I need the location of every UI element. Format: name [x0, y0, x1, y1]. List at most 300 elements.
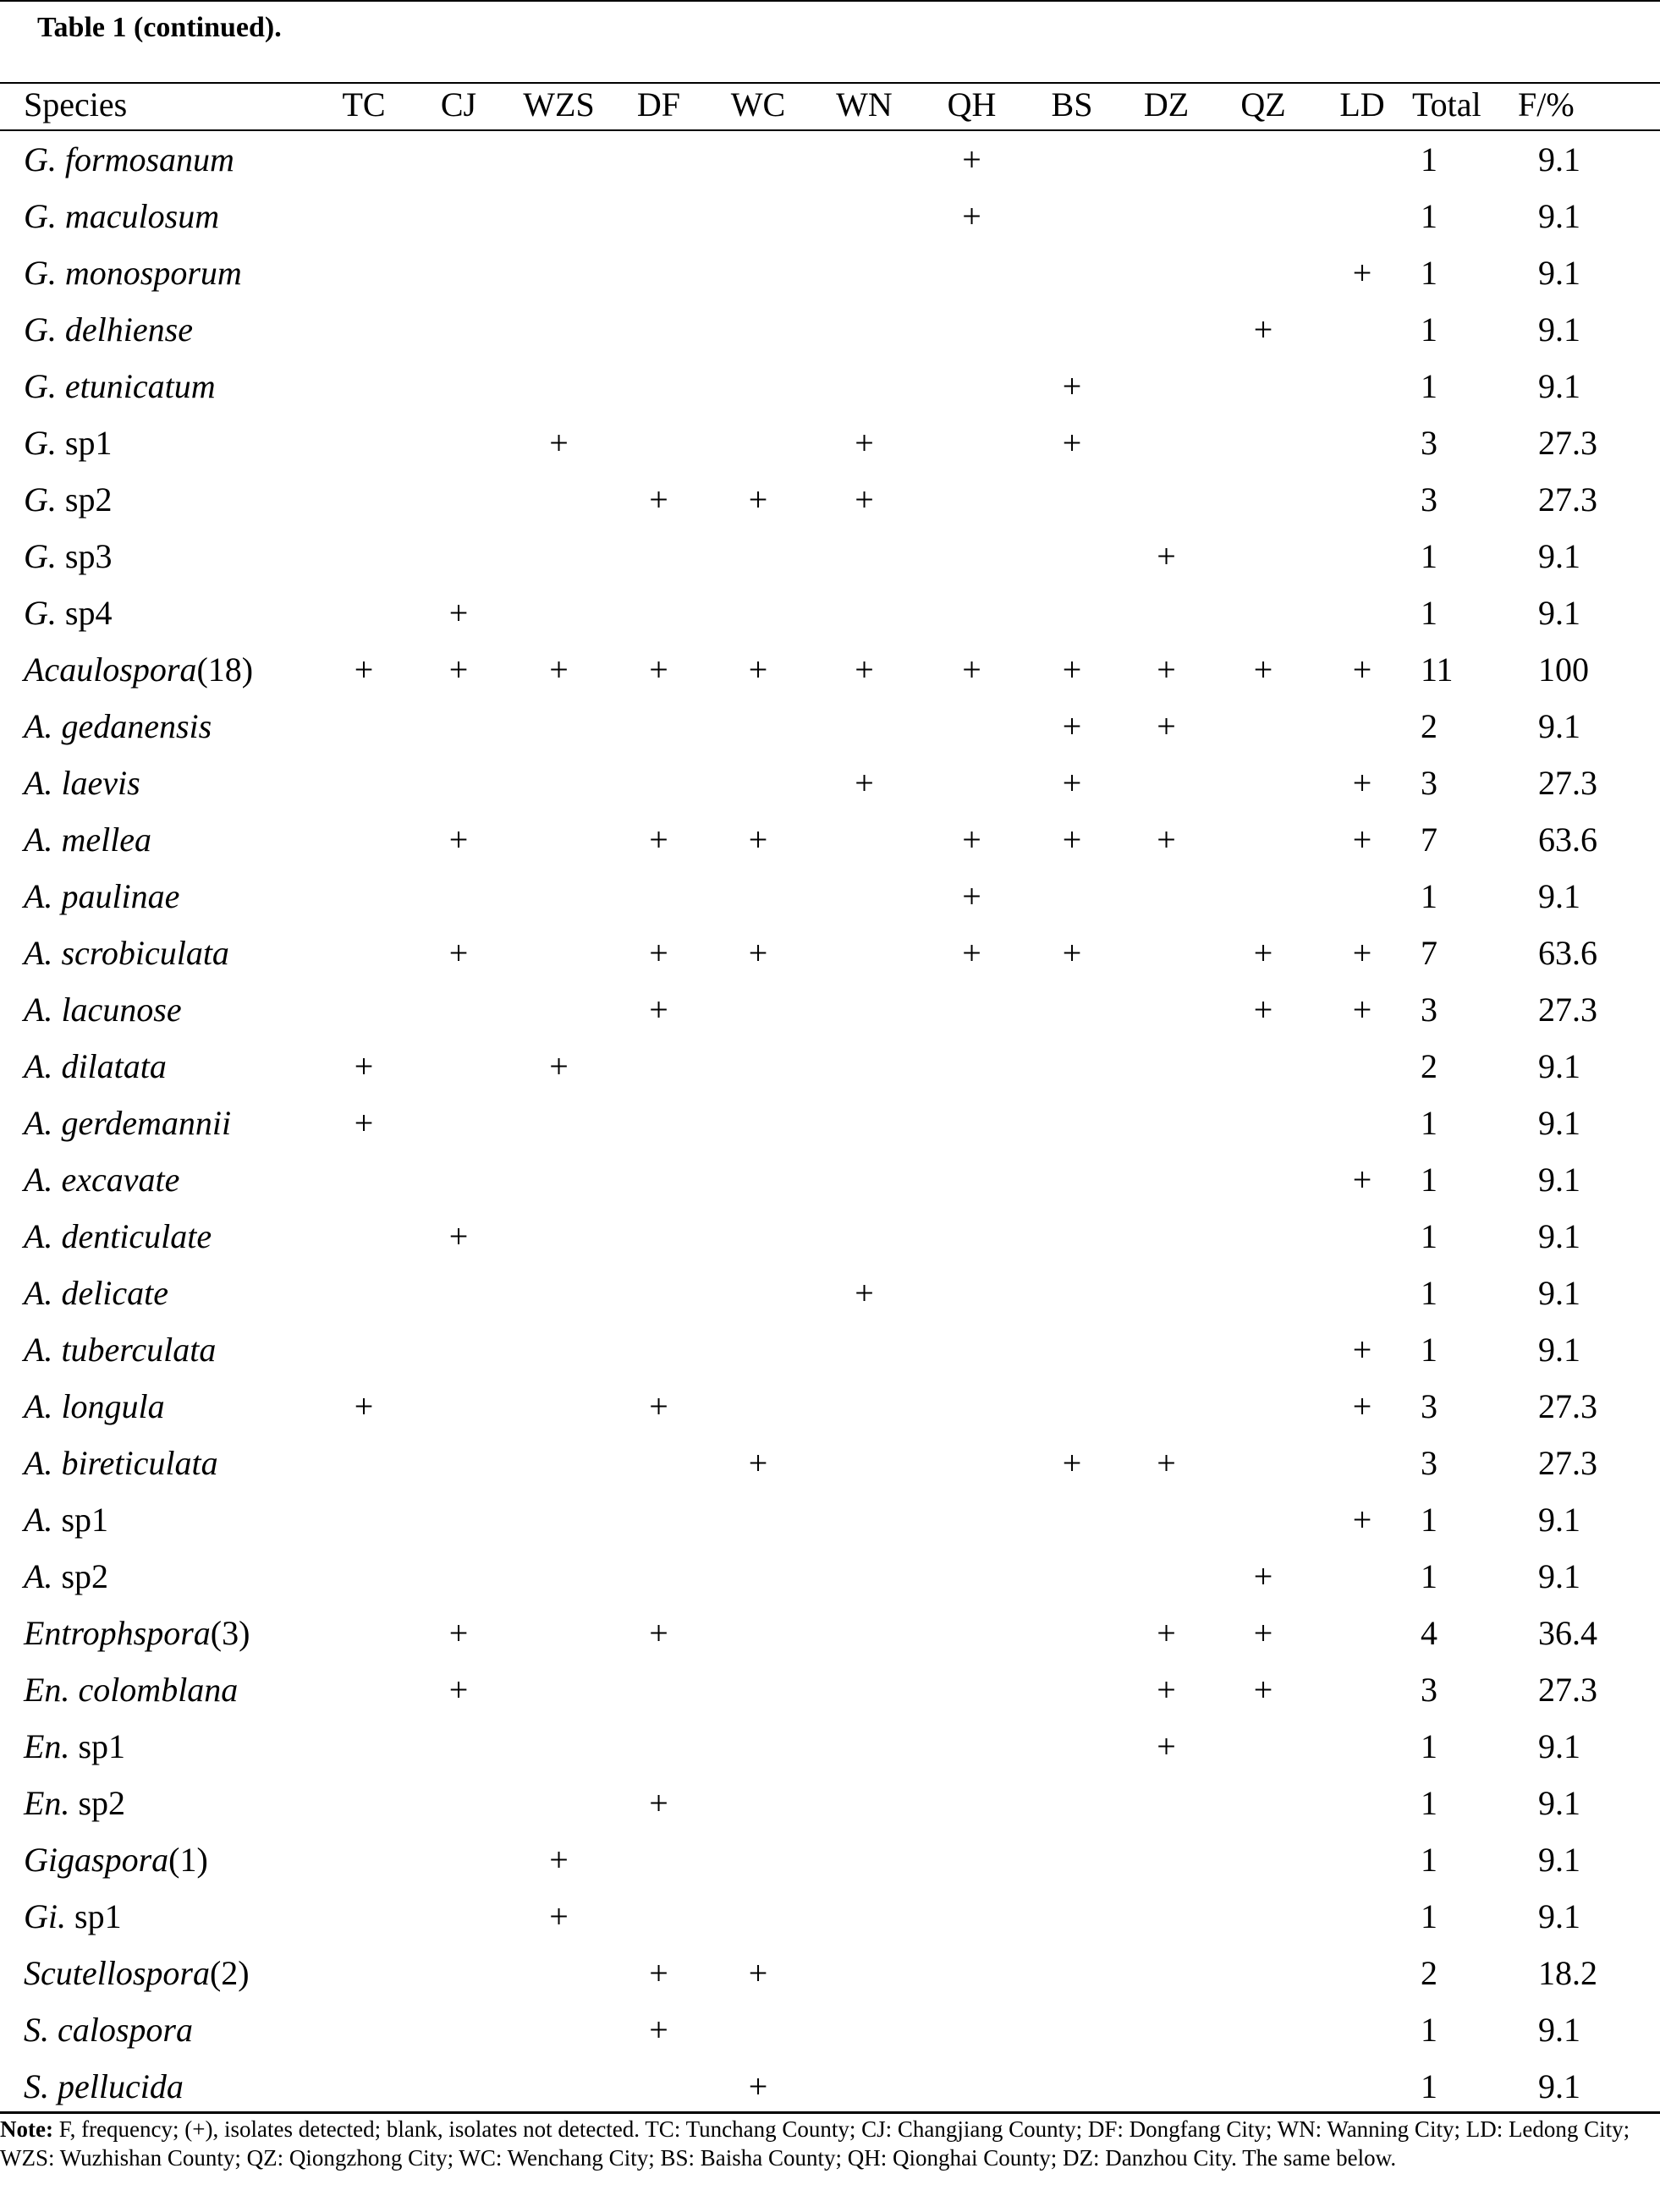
genus-name: A.: [24, 1217, 53, 1255]
presence-cell: +: [649, 1614, 668, 1652]
presence-cell: [411, 981, 506, 1038]
frequency-cell: 9.1: [1538, 1897, 1580, 1935]
presence-cell: [506, 981, 612, 1038]
column-header: QH: [947, 85, 997, 123]
presence-cell: [706, 1491, 811, 1548]
presence-cell: [706, 868, 811, 925]
species-epithet: bireticulata: [52, 1444, 218, 1482]
presence-cell: +: [1157, 821, 1176, 859]
presence-cell: [1025, 1491, 1119, 1548]
presence-cell: [811, 1605, 918, 1661]
presence-cell: +: [649, 1387, 668, 1425]
species-row: [0, 981, 1660, 1038]
frequency-cell: 9.1: [1538, 197, 1580, 235]
genus-name: A.: [24, 764, 53, 802]
presence-cell: [1312, 1831, 1412, 1888]
presence-cell: [811, 301, 918, 358]
species-name-cell: [0, 301, 316, 358]
presence-cell: +: [448, 594, 469, 632]
presence-cell: [411, 1775, 506, 1831]
presence-cell: +: [1253, 1557, 1273, 1595]
frequency-cell: 9.1: [1538, 367, 1580, 405]
note-label: Note:: [0, 2116, 53, 2142]
species-epithet: sp1: [56, 424, 113, 462]
total-cell: 4: [1421, 1614, 1437, 1652]
species-name-cell: [0, 130, 316, 188]
genus-row: [0, 1605, 1660, 1661]
species-name-cell: [0, 1095, 316, 1151]
presence-cell: [1119, 868, 1214, 925]
presence-cell: [1119, 1321, 1214, 1378]
presence-cell: [1119, 755, 1214, 811]
genus-row: [0, 641, 1660, 698]
presence-cell: [1214, 698, 1312, 755]
presence-cell: [1214, 1265, 1312, 1321]
presence-cell: [1312, 1208, 1412, 1265]
presence-cell: [1214, 130, 1312, 188]
presence-cell: [1214, 1718, 1312, 1775]
species-name-cell: [0, 1038, 316, 1095]
presence-cell: [411, 1435, 506, 1491]
presence-cell: [411, 1831, 506, 1888]
presence-cell: [506, 188, 612, 244]
frequency-cell: 9.1: [1538, 1047, 1580, 1085]
species-row: [0, 585, 1660, 641]
presence-cell: [811, 868, 918, 925]
presence-cell: [316, 414, 411, 471]
genus-name: A.: [24, 1331, 53, 1369]
presence-cell: +: [649, 1784, 668, 1822]
presence-cell: [1025, 981, 1119, 1038]
presence-cell: [506, 244, 612, 301]
species-epithet: laevis: [52, 764, 140, 802]
total-cell: 1: [1421, 140, 1437, 178]
total-cell: 1: [1421, 197, 1437, 235]
presence-cell: [811, 925, 918, 981]
presence-cell: [316, 1435, 411, 1491]
species-name-cell: [0, 1775, 316, 1831]
presence-cell: [1214, 528, 1312, 585]
frequency-cell: 9.1: [1538, 877, 1580, 915]
presence-cell: [811, 811, 918, 868]
presence-cell: [316, 585, 411, 641]
genus-name: A.: [24, 991, 53, 1029]
presence-cell: [1214, 2001, 1312, 2058]
presence-cell: [918, 1831, 1025, 1888]
total-cell: 2: [1421, 1954, 1437, 1992]
presence-cell: [1025, 868, 1119, 925]
species-row: [0, 358, 1660, 414]
species-row: [0, 471, 1660, 528]
presence-cell: [506, 1378, 612, 1435]
presence-cell: [706, 585, 811, 641]
presence-cell: [1025, 1718, 1119, 1775]
presence-cell: [1025, 1038, 1119, 1095]
total-cell: 3: [1421, 424, 1437, 462]
presence-cell: [506, 358, 612, 414]
presence-cell: [1025, 1605, 1119, 1661]
frequency-cell: 9.1: [1538, 254, 1580, 292]
total-cell: 1: [1421, 594, 1437, 632]
presence-cell: [1312, 1038, 1412, 1095]
presence-cell: [506, 301, 612, 358]
presence-cell: [316, 1831, 411, 1888]
species-name-cell: [0, 755, 316, 811]
species-epithet: (18): [196, 650, 254, 689]
presence-cell: [1025, 130, 1119, 188]
presence-cell: +: [1253, 1671, 1273, 1709]
presence-cell: +: [1352, 991, 1372, 1029]
total-cell: 1: [1421, 1274, 1437, 1312]
frequency-cell: 9.1: [1538, 707, 1580, 745]
presence-cell: [506, 2001, 612, 2058]
total-cell: 1: [1421, 1841, 1437, 1879]
presence-cell: [411, 244, 506, 301]
genus-name: A.: [24, 1444, 53, 1482]
presence-cell: [1025, 471, 1119, 528]
presence-cell: +: [1352, 1387, 1372, 1425]
presence-cell: [612, 1038, 706, 1095]
header-rule: [0, 82, 1660, 84]
presence-cell: [411, 1491, 506, 1548]
presence-cell: +: [1062, 367, 1082, 405]
presence-cell: [316, 1605, 411, 1661]
presence-cell: [706, 188, 811, 244]
presence-cell: [706, 301, 811, 358]
presence-cell: +: [1062, 821, 1082, 859]
presence-cell: [411, 1378, 506, 1435]
presence-cell: [1312, 1775, 1412, 1831]
species-name-cell: [0, 2058, 316, 2115]
presence-cell: [706, 1718, 811, 1775]
presence-cell: [411, 1888, 506, 1945]
presence-cell: [411, 755, 506, 811]
species-name-cell: [0, 1605, 316, 1661]
presence-cell: +: [748, 650, 768, 689]
presence-cell: [811, 1095, 918, 1151]
presence-cell: +: [748, 934, 768, 972]
total-cell: 3: [1421, 480, 1437, 519]
total-cell: 7: [1421, 934, 1437, 972]
species-epithet: sp4: [56, 594, 113, 632]
species-name-cell: [0, 1378, 316, 1435]
presence-cell: [811, 130, 918, 188]
presence-cell: [506, 130, 612, 188]
genus-name: A.: [24, 934, 53, 972]
presence-cell: [411, 1548, 506, 1605]
frequency-cell: 9.1: [1538, 2067, 1580, 2105]
total-cell: 2: [1421, 1047, 1437, 1085]
genus-name: A.: [24, 1047, 53, 1085]
presence-cell: [1119, 358, 1214, 414]
column-header: QZ: [1240, 85, 1286, 123]
presence-cell: [316, 244, 411, 301]
presence-cell: +: [1352, 934, 1372, 972]
presence-cell: [506, 1605, 612, 1661]
presence-cell: [1214, 1321, 1312, 1378]
presence-cell: [1025, 1548, 1119, 1605]
presence-cell: +: [1352, 1331, 1372, 1369]
presence-cell: [1214, 188, 1312, 244]
note-text: F, frequency; (+), isolates detected; blank, isolates not detected. TC: Tunchang County; CJ: Changjiang County; DF: Dongfang City; WN: Wanning City; LD: Ledong City; WZS: Wuzhishan County; QZ: Qiongzhong City; WC: Wenchang City; BS: Baisha County; QH: Qionghai County; DZ: Danzhou City. The same below.: [0, 2116, 1630, 2171]
species-name-cell: [0, 925, 316, 981]
frequency-cell: 27.3: [1538, 1671, 1597, 1709]
presence-cell: [1312, 188, 1412, 244]
presence-cell: [706, 1265, 811, 1321]
presence-cell: [411, 471, 506, 528]
presence-cell: [706, 1151, 811, 1208]
presence-cell: [411, 1095, 506, 1151]
presence-cell: +: [1352, 254, 1372, 292]
presence-cell: [811, 1888, 918, 1945]
presence-cell: [1119, 1095, 1214, 1151]
presence-cell: [316, 868, 411, 925]
frequency-cell: 9.1: [1538, 310, 1580, 349]
genus-name: Entrophspora: [24, 1614, 211, 1652]
presence-cell: [1119, 414, 1214, 471]
species-row: [0, 1718, 1660, 1775]
species-row: [0, 2058, 1660, 2115]
genus-name: G.: [24, 367, 57, 405]
frequency-cell: 27.3: [1538, 1444, 1597, 1482]
presence-cell: +: [649, 480, 668, 519]
species-row: [0, 698, 1660, 755]
species-epithet: sp1: [66, 1897, 122, 1935]
presence-cell: [1214, 1945, 1312, 2001]
presence-cell: +: [549, 650, 569, 689]
presence-cell: [811, 1661, 918, 1718]
total-cell: 1: [1421, 1557, 1437, 1595]
presence-cell: [316, 2058, 411, 2115]
presence-cell: [706, 1605, 811, 1661]
presence-cell: [612, 1435, 706, 1491]
presence-cell: [316, 1661, 411, 1718]
presence-cell: [411, 130, 506, 188]
species-name-cell: [0, 188, 316, 244]
frequency-cell: 27.3: [1538, 1387, 1597, 1425]
genus-name: A.: [24, 1557, 53, 1595]
presence-cell: [1025, 1095, 1119, 1151]
presence-cell: +: [962, 821, 981, 859]
presence-cell: [811, 528, 918, 585]
frequency-cell: 9.1: [1538, 537, 1580, 575]
presence-cell: [612, 1208, 706, 1265]
presence-cell: +: [1062, 1444, 1082, 1482]
presence-cell: [1119, 1548, 1214, 1605]
presence-cell: +: [1253, 310, 1273, 349]
presence-cell: [1214, 1435, 1312, 1491]
presence-cell: [1214, 1208, 1312, 1265]
total-cell: 3: [1421, 1444, 1437, 1482]
presence-cell: [612, 1718, 706, 1775]
presence-cell: [706, 1378, 811, 1435]
presence-cell: [918, 1265, 1025, 1321]
species-row: [0, 925, 1660, 981]
presence-cell: [411, 528, 506, 585]
genus-name: A.: [24, 1161, 53, 1199]
presence-cell: [811, 1945, 918, 2001]
presence-cell: [1214, 414, 1312, 471]
genus-name: Acaulospora: [24, 650, 197, 689]
table-header-row: [0, 85, 1660, 130]
presence-cell: [1119, 2001, 1214, 2058]
genus-name: G.: [24, 140, 57, 178]
presence-cell: [1312, 1888, 1412, 1945]
column-header: BS: [1051, 85, 1093, 123]
presence-cell: [1119, 1265, 1214, 1321]
presence-cell: +: [1352, 764, 1372, 802]
frequency-cell: 100: [1538, 650, 1589, 689]
species-name-cell: [0, 1888, 316, 1945]
presence-cell: [1119, 301, 1214, 358]
presence-cell: +: [1253, 991, 1273, 1029]
presence-cell: [316, 2001, 411, 2058]
presence-cell: [316, 1718, 411, 1775]
species-epithet: delicate: [52, 1274, 169, 1312]
presence-cell: [316, 925, 411, 981]
presence-cell: [1025, 528, 1119, 585]
presence-cell: [706, 1321, 811, 1378]
presence-cell: [918, 1605, 1025, 1661]
genus-name: G.: [24, 594, 57, 632]
presence-cell: [1214, 868, 1312, 925]
presence-cell: [706, 1208, 811, 1265]
total-cell: 1: [1421, 1897, 1437, 1935]
presence-cell: [316, 1775, 411, 1831]
presence-cell: [411, 188, 506, 244]
presence-cell: [1312, 301, 1412, 358]
presence-cell: [612, 188, 706, 244]
frequency-cell: 63.6: [1538, 934, 1597, 972]
species-epithet: dilatata: [52, 1047, 167, 1085]
presence-cell: [1025, 1151, 1119, 1208]
species-row: [0, 811, 1660, 868]
presence-cell: [612, 698, 706, 755]
presence-cell: [1312, 528, 1412, 585]
species-name-cell: [0, 868, 316, 925]
species-epithet: mellea: [52, 821, 152, 859]
species-table: [0, 85, 1660, 2115]
species-row: [0, 1378, 1660, 1435]
presence-cell: [811, 1151, 918, 1208]
presence-cell: [1025, 244, 1119, 301]
genus-name: En.: [24, 1671, 70, 1709]
presence-cell: [316, 471, 411, 528]
presence-cell: +: [649, 934, 668, 972]
presence-cell: [918, 1661, 1025, 1718]
presence-cell: [1025, 1378, 1119, 1435]
presence-cell: [1025, 1265, 1119, 1321]
presence-cell: [1025, 1888, 1119, 1945]
presence-cell: [316, 698, 411, 755]
presence-cell: [1025, 1661, 1119, 1718]
column-header: F/%: [1518, 85, 1575, 123]
presence-cell: [1025, 1831, 1119, 1888]
species-name-cell: [0, 1151, 316, 1208]
genus-name: A.: [24, 877, 53, 915]
presence-cell: +: [748, 480, 768, 519]
presence-cell: [316, 528, 411, 585]
presence-cell: [1312, 1661, 1412, 1718]
presence-cell: [612, 1491, 706, 1548]
genus-name: A.: [24, 707, 53, 745]
species-epithet: gedanensis: [52, 707, 212, 745]
presence-cell: +: [549, 1047, 569, 1085]
presence-cell: +: [1253, 1614, 1273, 1652]
presence-cell: [612, 1661, 706, 1718]
column-header: DF: [636, 85, 681, 123]
total-cell: 3: [1421, 991, 1437, 1029]
presence-cell: [506, 1095, 612, 1151]
presence-cell: [918, 414, 1025, 471]
presence-cell: [918, 1095, 1025, 1151]
presence-cell: [918, 358, 1025, 414]
genus-name: En.: [24, 1727, 70, 1765]
species-name-cell: [0, 1661, 316, 1718]
total-cell: 1: [1421, 2011, 1437, 2049]
presence-cell: [1312, 1718, 1412, 1775]
presence-cell: +: [649, 650, 668, 689]
total-cell: 1: [1421, 367, 1437, 405]
presence-cell: [411, 1151, 506, 1208]
presence-cell: [706, 1095, 811, 1151]
presence-cell: [506, 811, 612, 868]
species-row: [0, 1491, 1660, 1548]
total-cell: 1: [1421, 310, 1437, 349]
presence-cell: [612, 868, 706, 925]
presence-cell: [506, 2058, 612, 2115]
presence-cell: [1214, 1775, 1312, 1831]
presence-cell: [811, 1491, 918, 1548]
presence-cell: [1119, 2058, 1214, 2115]
presence-cell: [1119, 585, 1214, 641]
column-header: WN: [836, 85, 893, 123]
species-row: [0, 1321, 1660, 1378]
species-name-cell: [0, 1945, 316, 2001]
genus-name: G.: [24, 537, 57, 575]
presence-cell: [1312, 585, 1412, 641]
presence-cell: [612, 130, 706, 188]
presence-cell: [1119, 244, 1214, 301]
presence-cell: [811, 244, 918, 301]
presence-cell: [1025, 1321, 1119, 1378]
species-epithet: sp2: [56, 480, 113, 519]
species-epithet: denticulate: [52, 1217, 212, 1255]
presence-cell: [506, 698, 612, 755]
frequency-cell: 9.1: [1538, 1557, 1580, 1595]
presence-cell: [506, 1435, 612, 1491]
presence-cell: [612, 1095, 706, 1151]
presence-cell: [1214, 1888, 1312, 1945]
presence-cell: [316, 358, 411, 414]
presence-cell: +: [1352, 1161, 1372, 1199]
presence-cell: [612, 414, 706, 471]
presence-cell: +: [1062, 650, 1082, 689]
frequency-cell: 9.1: [1538, 1784, 1580, 1822]
genus-row: [0, 1831, 1660, 1888]
presence-cell: [706, 1661, 811, 1718]
species-row: [0, 1435, 1660, 1491]
presence-cell: +: [962, 650, 981, 689]
genus-name: S.: [24, 2067, 49, 2105]
presence-cell: [612, 244, 706, 301]
presence-cell: [612, 1151, 706, 1208]
presence-cell: +: [448, 821, 469, 859]
presence-cell: [918, 981, 1025, 1038]
presence-cell: [1119, 1208, 1214, 1265]
genus-name: A.: [24, 821, 53, 859]
presence-cell: +: [962, 877, 981, 915]
